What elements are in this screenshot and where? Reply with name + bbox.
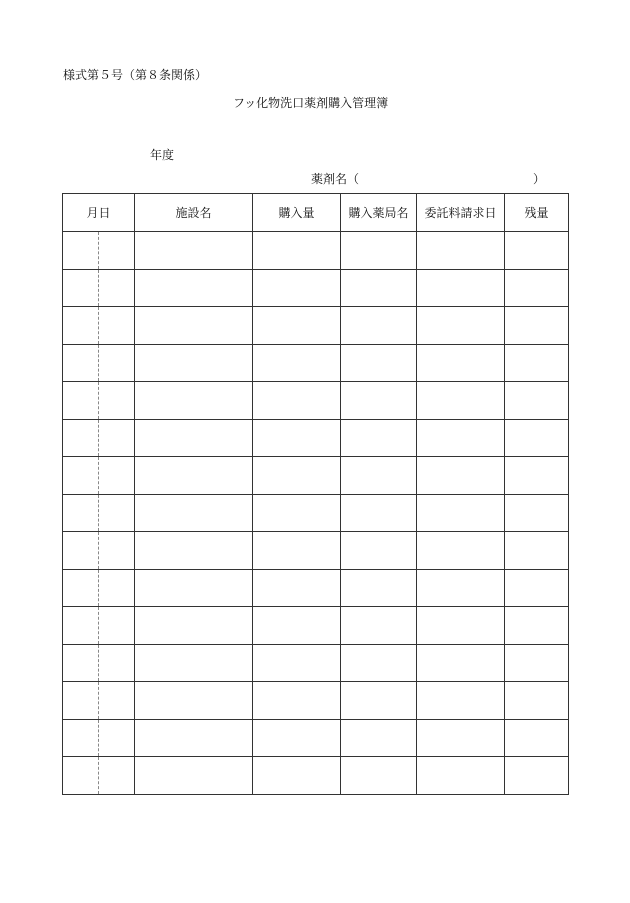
- table-row: [63, 757, 569, 795]
- purchase-amount-cell[interactable]: [253, 419, 341, 457]
- pharmacy-cell[interactable]: [341, 569, 417, 607]
- purchase-amount-cell[interactable]: [253, 382, 341, 420]
- day-cell[interactable]: [99, 344, 135, 382]
- month-cell[interactable]: [63, 682, 99, 720]
- purchase-amount-cell[interactable]: [253, 757, 341, 795]
- month-cell[interactable]: [63, 419, 99, 457]
- fiscal-year-label: 年度: [150, 148, 175, 162]
- facility-cell[interactable]: [135, 532, 253, 570]
- table-row: [63, 457, 569, 495]
- facility-cell[interactable]: [135, 269, 253, 307]
- month-cell[interactable]: [63, 757, 99, 795]
- pharmacy-cell[interactable]: [341, 494, 417, 532]
- billing-date-cell[interactable]: [417, 232, 505, 270]
- table-row: [63, 494, 569, 532]
- remaining-cell[interactable]: [505, 269, 569, 307]
- facility-cell[interactable]: [135, 307, 253, 345]
- table-row: [63, 532, 569, 570]
- col-header-remaining: 残量: [505, 194, 569, 232]
- purchase-amount-cell[interactable]: [253, 269, 341, 307]
- remaining-cell[interactable]: [505, 644, 569, 682]
- pharmacy-cell[interactable]: [341, 719, 417, 757]
- pharmacy-cell[interactable]: [341, 269, 417, 307]
- facility-cell[interactable]: [135, 607, 253, 645]
- facility-cell[interactable]: [135, 719, 253, 757]
- pharmacy-cell[interactable]: [341, 382, 417, 420]
- pharmacy-cell[interactable]: [341, 307, 417, 345]
- facility-cell[interactable]: [135, 569, 253, 607]
- col-header-date: 月日: [63, 194, 135, 232]
- pharmacy-cell[interactable]: [341, 344, 417, 382]
- purchase-amount-cell[interactable]: [253, 569, 341, 607]
- facility-cell[interactable]: [135, 682, 253, 720]
- ledger-body: [63, 232, 569, 795]
- remaining-cell[interactable]: [505, 532, 569, 570]
- col-header-pharmacy: 購入薬局名: [341, 194, 417, 232]
- remaining-cell[interactable]: [505, 382, 569, 420]
- day-cell[interactable]: [99, 644, 135, 682]
- billing-date-cell[interactable]: [417, 682, 505, 720]
- day-cell[interactable]: [99, 232, 135, 270]
- facility-cell[interactable]: [135, 457, 253, 495]
- month-cell[interactable]: [63, 607, 99, 645]
- day-cell[interactable]: [99, 682, 135, 720]
- purchase-amount-cell[interactable]: [253, 719, 341, 757]
- facility-cell[interactable]: [135, 344, 253, 382]
- month-cell[interactable]: [63, 494, 99, 532]
- month-cell[interactable]: [63, 644, 99, 682]
- day-cell[interactable]: [99, 719, 135, 757]
- day-cell[interactable]: [99, 419, 135, 457]
- table-row: [63, 569, 569, 607]
- billing-date-cell[interactable]: [417, 382, 505, 420]
- col-header-purchase-amount: 購入量: [253, 194, 341, 232]
- remaining-cell[interactable]: [505, 682, 569, 720]
- table-row: [63, 719, 569, 757]
- form-number: 様式第５号（第８条関係）: [63, 68, 208, 82]
- billing-date-cell[interactable]: [417, 419, 505, 457]
- table-row: [63, 419, 569, 457]
- table-row: [63, 682, 569, 720]
- col-header-billing-date: 委託料請求日: [417, 194, 505, 232]
- remaining-cell[interactable]: [505, 344, 569, 382]
- drug-name-close-paren: ）: [532, 172, 545, 186]
- pharmacy-cell[interactable]: [341, 532, 417, 570]
- pharmacy-cell[interactable]: [341, 644, 417, 682]
- table-row: [63, 307, 569, 345]
- facility-cell[interactable]: [135, 494, 253, 532]
- facility-cell[interactable]: [135, 232, 253, 270]
- remaining-cell[interactable]: [505, 307, 569, 345]
- remaining-cell[interactable]: [505, 419, 569, 457]
- billing-date-cell[interactable]: [417, 607, 505, 645]
- billing-date-cell[interactable]: [417, 494, 505, 532]
- purchase-amount-cell[interactable]: [253, 344, 341, 382]
- day-cell[interactable]: [99, 757, 135, 795]
- day-cell[interactable]: [99, 569, 135, 607]
- billing-date-cell[interactable]: [417, 457, 505, 495]
- remaining-cell[interactable]: [505, 494, 569, 532]
- header-row: [63, 194, 569, 232]
- table-row: [63, 644, 569, 682]
- remaining-cell[interactable]: [505, 457, 569, 495]
- day-cell[interactable]: [99, 532, 135, 570]
- pharmacy-cell[interactable]: [341, 457, 417, 495]
- month-cell[interactable]: [63, 344, 99, 382]
- facility-cell[interactable]: [135, 419, 253, 457]
- pharmacy-cell[interactable]: [341, 607, 417, 645]
- billing-date-cell[interactable]: [417, 644, 505, 682]
- pharmacy-cell[interactable]: [341, 757, 417, 795]
- billing-date-cell[interactable]: [417, 344, 505, 382]
- day-cell[interactable]: [99, 382, 135, 420]
- table-row: [63, 269, 569, 307]
- drug-name-label: 薬剤名（: [311, 172, 360, 186]
- remaining-cell[interactable]: [505, 757, 569, 795]
- month-cell[interactable]: [63, 269, 99, 307]
- day-cell[interactable]: [99, 269, 135, 307]
- month-cell[interactable]: [63, 382, 99, 420]
- day-cell[interactable]: [99, 307, 135, 345]
- remaining-cell[interactable]: [505, 569, 569, 607]
- purchase-amount-cell[interactable]: [253, 682, 341, 720]
- billing-date-cell[interactable]: [417, 757, 505, 795]
- day-cell[interactable]: [99, 457, 135, 495]
- purchase-amount-cell[interactable]: [253, 532, 341, 570]
- purchase-amount-cell[interactable]: [253, 494, 341, 532]
- billing-date-cell[interactable]: [417, 569, 505, 607]
- purchase-amount-cell[interactable]: [253, 457, 341, 495]
- remaining-cell[interactable]: [505, 719, 569, 757]
- remaining-cell[interactable]: [505, 232, 569, 270]
- facility-cell[interactable]: [135, 644, 253, 682]
- purchase-amount-cell[interactable]: [253, 232, 341, 270]
- pharmacy-cell[interactable]: [341, 682, 417, 720]
- month-cell[interactable]: [63, 569, 99, 607]
- month-cell[interactable]: [63, 457, 99, 495]
- month-cell[interactable]: [63, 307, 99, 345]
- month-cell[interactable]: [63, 232, 99, 270]
- remaining-cell[interactable]: [505, 607, 569, 645]
- month-cell[interactable]: [63, 719, 99, 757]
- billing-date-cell[interactable]: [417, 307, 505, 345]
- col-header-facility: 施設名: [135, 194, 253, 232]
- billing-date-cell[interactable]: [417, 269, 505, 307]
- purchase-amount-cell[interactable]: [253, 307, 341, 345]
- table-row: [63, 344, 569, 382]
- month-cell[interactable]: [63, 532, 99, 570]
- table-row: [63, 232, 569, 270]
- purchase-amount-cell[interactable]: [253, 644, 341, 682]
- day-cell[interactable]: [99, 607, 135, 645]
- billing-date-cell[interactable]: [417, 719, 505, 757]
- purchase-amount-cell[interactable]: [253, 607, 341, 645]
- document-title: フッ化物洗口薬剤購入管理簿: [233, 96, 389, 110]
- table-row: [63, 382, 569, 420]
- facility-cell[interactable]: [135, 757, 253, 795]
- table-row: [63, 607, 569, 645]
- pharmacy-cell[interactable]: [341, 419, 417, 457]
- purchase-ledger-table: [62, 193, 569, 795]
- pharmacy-cell[interactable]: [341, 232, 417, 270]
- day-cell[interactable]: [99, 494, 135, 532]
- facility-cell[interactable]: [135, 382, 253, 420]
- billing-date-cell[interactable]: [417, 532, 505, 570]
